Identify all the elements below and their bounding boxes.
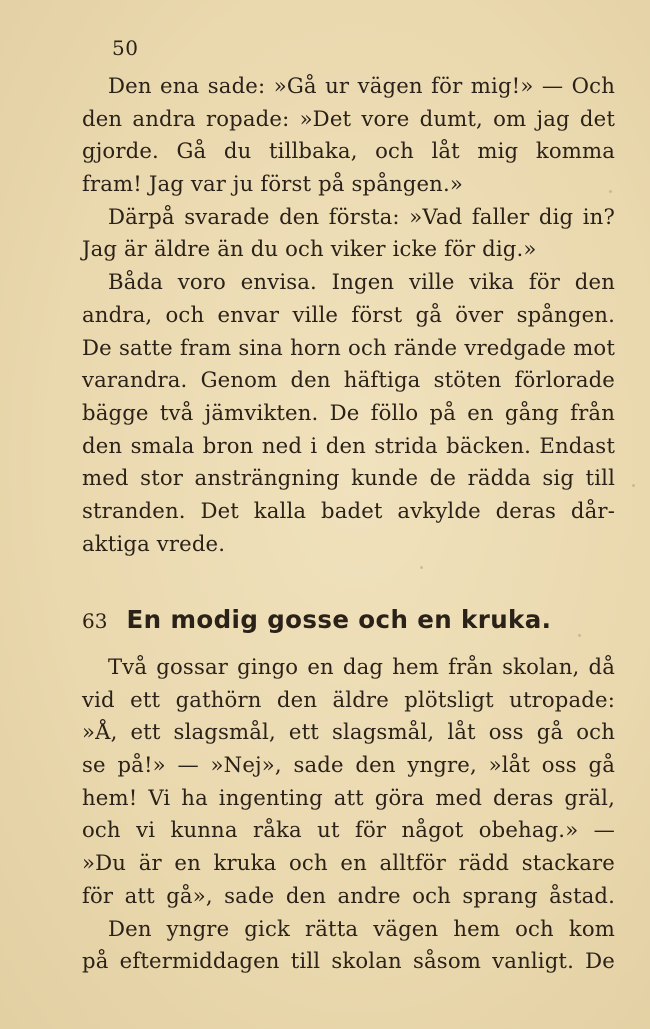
text-line: den smala bron ned i den strida bäcken. Endast (82, 432, 615, 458)
text-line: fram! Jag var ju först på spången.» (82, 171, 463, 197)
text-line: Jag är äldre än du och viker icke för dig.» (82, 236, 537, 262)
story-text-block-2 (82, 651, 615, 978)
text-line: se på!» — »Nej», sade den yngre, »låt oss gå (82, 752, 615, 778)
section-heading (82, 600, 615, 640)
text-line: Den ena sade: »Gå ur vägen för mig!» — Och (108, 73, 615, 98)
text-line: »Å, ett slagsmål, ett slagsmål, låt oss gå och (82, 719, 615, 745)
text-line: aktiga vrede. (82, 530, 226, 556)
text-line: andra, och envar ville först gå över spången. (82, 301, 615, 327)
text-line: den andra ropade: »Det vore dumt, om jag det (82, 105, 615, 131)
text-line: stranden. Det kalla badet avkylde deras dår- (82, 497, 615, 523)
paper-speck (578, 634, 581, 637)
text-line: på eftermiddagen till skolan såsom vanligt. De (82, 948, 615, 974)
text-line: vid ett gathörn den äldre plötsligt utropade: (82, 686, 615, 712)
text-line: Den yngre gick rätta vägen hem och kom (108, 915, 615, 941)
paper-speck (609, 190, 612, 193)
story-text-block-1 (82, 70, 615, 560)
text-line: Därpå svarade den första: »Vad faller dig in? (108, 203, 615, 229)
text-line: »Du är en kruka och en alltför rädd stackare (82, 850, 615, 876)
text-line: gjorde. Gå du tillbaka, och låt mig komma (82, 138, 615, 164)
section-number: 63 (82, 609, 108, 633)
text-line: varandra. Genom den häftiga stöten förlorade (82, 367, 615, 393)
text-line: Båda voro envisa. Ingen ville vika för den (108, 269, 615, 295)
paper-speck (632, 484, 635, 487)
text-line: De satte fram sina horn och rände vredgade mot (82, 334, 615, 360)
text-line: Två gossar gingo en dag hem från skolan, då (108, 654, 615, 679)
text-line: med stor ansträngning kunde de rädda sig till (82, 465, 615, 491)
text-line: hem! Vi ha ingenting att göra med deras gräl, (82, 784, 615, 810)
paper-speck (420, 566, 423, 569)
section-title: En modig gosse och en kruka. (126, 605, 552, 634)
text-line: och vi kunna råka ut för något obehag.» — (82, 817, 615, 843)
text-line: för att gå», sade den andre och sprang åstad. (82, 882, 615, 908)
text-line: bägge två jämvikten. De föllo på en gång från (82, 399, 615, 425)
page-number: 50 (112, 36, 139, 60)
